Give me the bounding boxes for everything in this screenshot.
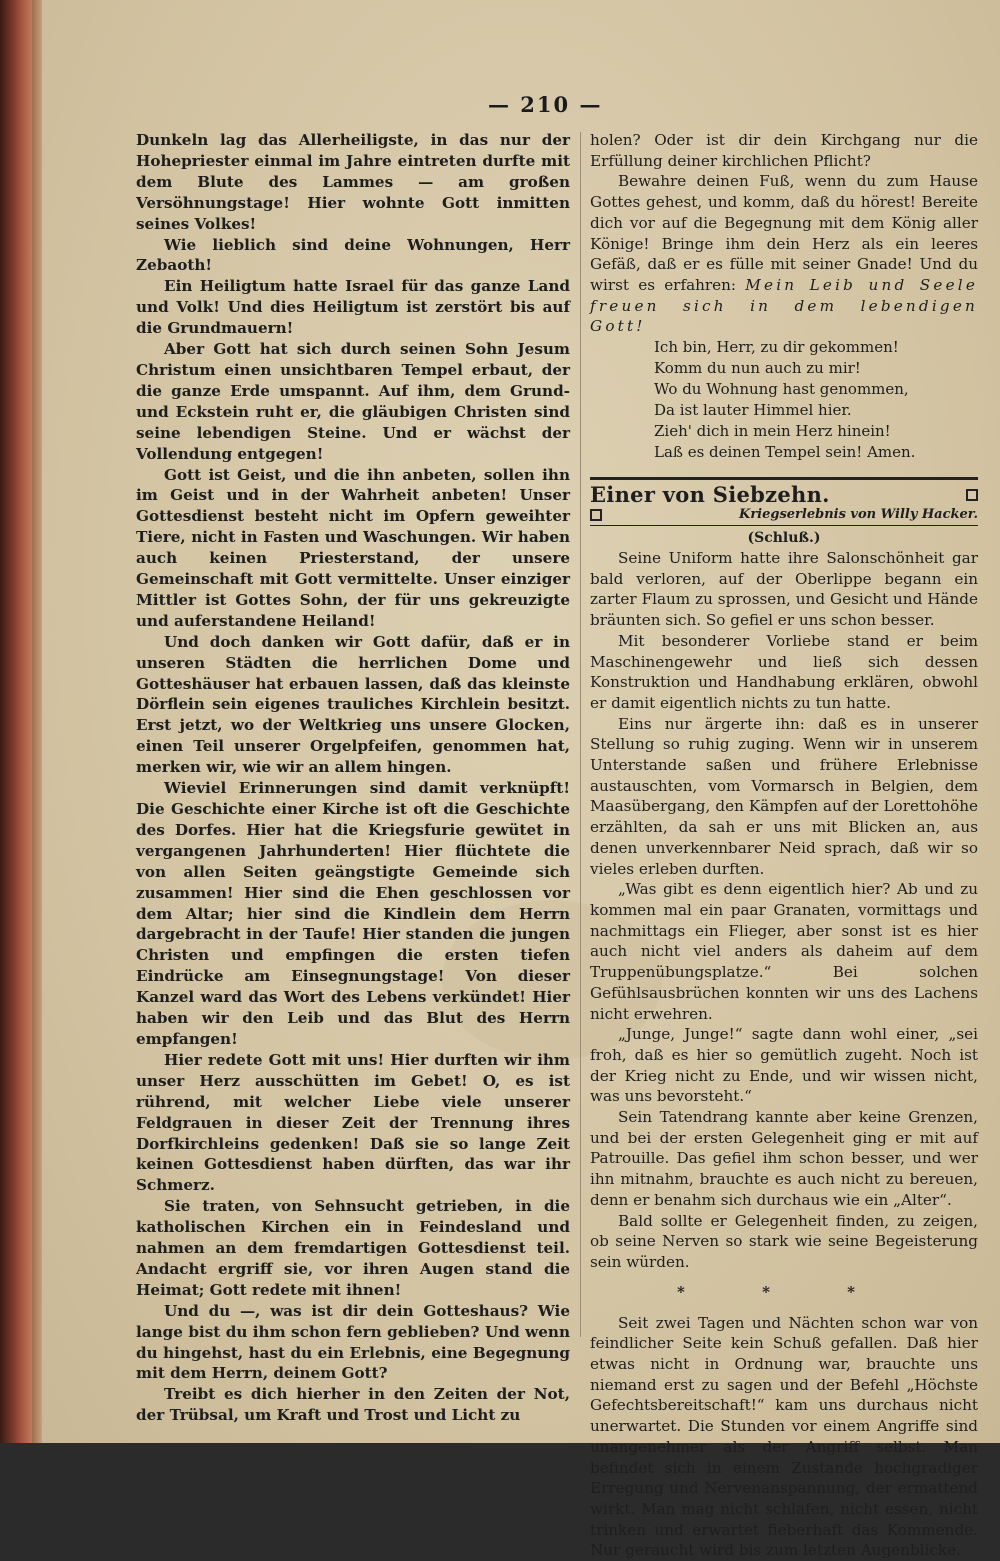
- poem-line: Ich bin, Herr, zu dir gekommen!: [654, 338, 899, 357]
- paragraph-text: „Was gibt es denn eigentlich hier? Ab und zu kommen mal ein paar Granaten, vormittags und nachmittags ein Flieger, aber sonst ist es hier auch nicht viel anders als daheim auf dem Truppenübungsplatze.“ Bei solchen Gefühlsausbrüchen konnten wir uns des Lachens nicht erwehren.: [590, 880, 978, 1023]
- square-ornament-icon: [966, 489, 978, 501]
- paragraph-text: Aber Gott hat sich durch seinen Sohn Jesum Christum einen unsichtbaren Tempel erbaut, der die ganze Erde umspannt. Auf ihm, dem Grund- und Eckstein ruht er, die gläubigen Christen sind seine lebendigen Steine. Und er wächst der Vollendung entgegen!: [136, 340, 570, 463]
- paragraph: [590, 1211, 978, 1273]
- paragraph: [136, 1196, 570, 1301]
- paragraph: [136, 632, 570, 778]
- paragraph-text: Treibt es dich hierher in den Zeiten der Not, der Trübsal, um Kraft und Trost und Licht zu: [136, 1385, 570, 1425]
- devotional-ending: [590, 130, 978, 337]
- closing-poem: [654, 337, 978, 463]
- paragraph: [136, 778, 570, 1050]
- article-body: [590, 548, 978, 1273]
- paragraph-text: Bewahre deinen Fuß, wenn du zum Hause Gottes gehest, und komm, daß du hörest! Bereite dich vor auf die Begegnung mit dem König aller Könige! Bringe ihm dein Herz als ein leeres Gefäß, daß er es fülle mit seiner Gnade! Und du wirst es erfahren:: [590, 172, 978, 294]
- paragraph-text: Und du —, was ist dir dein Gotteshaus? Wie lange bist du ihm schon fern geblieben? Und wenn du hingehst, hast du ein Erlebnis, eine Begegnung mit dem Herrn, deinem Gott?: [136, 1301, 570, 1383]
- paragraph-text: Seit zwei Tagen und Nächten schon war von feindlicher Seite kein Schuß gefallen. Daß hier etwas nicht in Ordnung war, brauchte uns niemand erst zu sagen und der Befehl „Höchste Gefechtsbereitschaft!“ kam uns durchaus nicht unerwartet. Die Stunden vor einem Angriffe sind unangenehmer als der Angriff selbst. Man befindet sich in einem Zustande hochgradiger Erregung und Nervenanspannung, der ermattend wirkt. Man mag nicht schlafen, nicht essen, nicht trinken und erwartet fieberhaft das Kommende. Nur geraucht wird bis zum letzten Augenblicke.: [590, 1313, 978, 1560]
- paragraph-text: Wie lieblich sind deine Wohnungen, Herr Zebaoth!: [136, 235, 570, 275]
- paragraph: [136, 1384, 570, 1426]
- paragraph-text: Wieviel Erinnerungen sind damit verknüpft! Die Geschichte einer Kirche ist oft die Geschichte des Dorfes. Hier hat die Kriegsfurie gewütet in vergangenen Jahrhunderten! Hier flüchtete die von allen Seiten geängstigte Gemeinde sich zusammen! Hier sind die Ehen geschlossen vor dem Altar; hier sind die Kindlein dem Herrn dargebracht in der Taufe! Hier standen die jungen Christen und empfingen die ersten tiefen Eindrücke am Einsegnungstage! Von dieser Kanzel ward das Wort des Lebens verkündet! Hier haben wir den Leib und das Blut des Herrn empfangen!: [136, 779, 570, 1048]
- paragraph: [590, 1024, 978, 1107]
- paragraph: [136, 276, 570, 339]
- paragraph-text: Gott ist Geist, und die ihn anbeten, sollen ihn im Geist und in der Wahrheit anbeten! Unser Gottesdienst besteht nicht im Opfern geweihter Tiere, nicht in Fasten und Waschungen. Wir haben auch keinen Priesterstand, der unsere Gemeinschaft mit Gott vermittelte. Unser einziger Mittler ist Gottes Sohn, der für uns gekreuzigte und auferstandene Heiland!: [136, 465, 570, 630]
- page-number: — 210 —: [488, 92, 603, 117]
- paragraph-text: Und doch danken wir Gott dafür, daß er in unseren Städten die herrlichen Dome und Gotteshäuser hat erbauen lassen, daß das kleinste Dörflein sein eigenes trauliches Kirchlein besitzt. Erst jetzt, wo der Weltkrieg uns unsere Glocken, einen Teil unserer Orgelpfeifen, genommen hat, merken wir, wie wir an allem hingen.: [136, 632, 570, 777]
- poem-line: Wo du Wohnung hast genommen,: [654, 380, 909, 399]
- paragraph: [136, 235, 570, 277]
- paragraph-text: Hier redete Gott mit uns! Hier durften wir ihm unser Herz ausschütten im Gebet! O, es ist rührend, mit welcher Liebe viele unserer Feldgrauen in dieser Zeit der Trennung ihres Dorfkirchleins gedenken! Daß sie so lange Zeit keinen Gottesdienst haben dürften, das war ihr Schmerz.: [136, 1050, 570, 1195]
- paragraph: [136, 465, 570, 632]
- paragraph-text: Sie traten, von Sehnsucht getrieben, in die katholischen Kirchen ein in Feindesland und nahmen an dem fremdartigen Gottesdienst teil. Andacht ergriff sie, vor ihren Augen stand die Heimat; Gott redete mit ihnen!: [136, 1197, 570, 1299]
- article-body-continued: [590, 1313, 978, 1561]
- article-subtitle: Kriegserlebnis von Willy Hacker.: [739, 507, 978, 523]
- poem-line: Zieh' dich in mein Herz hinein!: [654, 422, 891, 441]
- paragraph: [136, 1050, 570, 1196]
- left-column: [136, 130, 570, 1426]
- continuation-note: (Schluß.): [747, 530, 821, 547]
- column-divider: [580, 132, 581, 1337]
- section-separator: * * *: [677, 1282, 891, 1301]
- article-header: [590, 477, 978, 526]
- book-binding: [0, 0, 32, 1443]
- paragraph: [590, 130, 978, 171]
- square-ornament-icon: [590, 509, 602, 521]
- paragraph-text: Seine Uniform hatte ihre Salonschönheit gar bald verloren, auf der Oberlippe begann ein zarter Flaum zu sprossen, und Gesicht und Hände bräunten sich. So gefiel er uns schon besser.: [590, 549, 978, 630]
- paragraph-text: Mit besonderer Vorliebe stand er beim Maschinengewehr und ließ sich dessen Konstruktion und Handhabung erklären, obwohl er damit eigentlich nichts zu tun hatte.: [590, 631, 978, 712]
- paragraph: [136, 1301, 570, 1385]
- paragraph-text: holen? Oder ist dir dein Kirchgang nur die Erfüllung deiner kirchlichen Pflicht?: [590, 131, 978, 170]
- paragraph: [136, 130, 570, 235]
- paragraph-text: Ein Heiligtum hatte Israel für das ganze Land und Volk! Und dies Heiligtum ist zerstört bis auf die Grundmauern!: [136, 277, 570, 338]
- article-title: Einer von Siebzehn.: [590, 482, 830, 508]
- paragraph: [136, 339, 570, 464]
- emphasized-quote: Mein Leib und Seele freuen sich in dem lebendigen Gott!: [590, 275, 979, 336]
- paragraph: [590, 631, 978, 714]
- paragraph: [590, 548, 978, 631]
- right-column: [590, 130, 978, 1561]
- paragraph-text: Bald sollte er Gelegenheit finden, zu zeigen, ob seine Nerven so stark wie seine Begeisterung sein würden.: [590, 1211, 978, 1271]
- page-edge: [32, 0, 42, 1443]
- paragraph: [590, 714, 978, 880]
- paragraph: [590, 879, 978, 1024]
- paragraph: [590, 1313, 978, 1561]
- poem-line: Komm du nun auch zu mir!: [654, 359, 861, 378]
- paragraph-text: Eins nur ärgerte ihn: daß es in unserer Stellung so ruhig zuging. Wenn wir in unserem Unterstande saßen und frühere Erlebnisse austauschten, vom Vormarsch in Belgien, dem Maasübergang, den Kämpfen auf der Lorettohöhe erzählten, da sah er uns mit Blicken an, aus denen unverkennbarer Neid sprach, daß wir so vieles erleben durften.: [590, 714, 978, 878]
- paragraph: [590, 171, 978, 337]
- poem-line: Da ist lauter Himmel hier.: [654, 401, 852, 420]
- paragraph: [590, 1107, 978, 1211]
- poem-line: Laß es deinen Tempel sein! Amen.: [654, 443, 916, 462]
- paragraph-text: Sein Tatendrang kannte aber keine Grenzen, und bei der ersten Gelegenheit ging er mit auf Patrouille. Das gefiel ihm schon besser, und wer ihn mitnahm, brauchte es auch nicht zu bereuen, denn er benahm sich durchaus wie ein „Alter“.: [590, 1108, 978, 1209]
- paragraph-text: Dunkeln lag das Allerheiligste, in das nur der Hohepriester einmal im Jahre eintreten durfte mit dem Blute des Lammes — am großen Versöhnungstage! Hier wohnte Gott inmitten seines Volkes!: [136, 131, 570, 233]
- paragraph-text: „Junge, Junge!“ sagte dann wohl einer, „sei froh, daß es hier so gemütlich zugeht. Noch ist der Krieg nicht zu Ende, und wir wissen nicht, was uns bevorsteht.“: [590, 1025, 978, 1106]
